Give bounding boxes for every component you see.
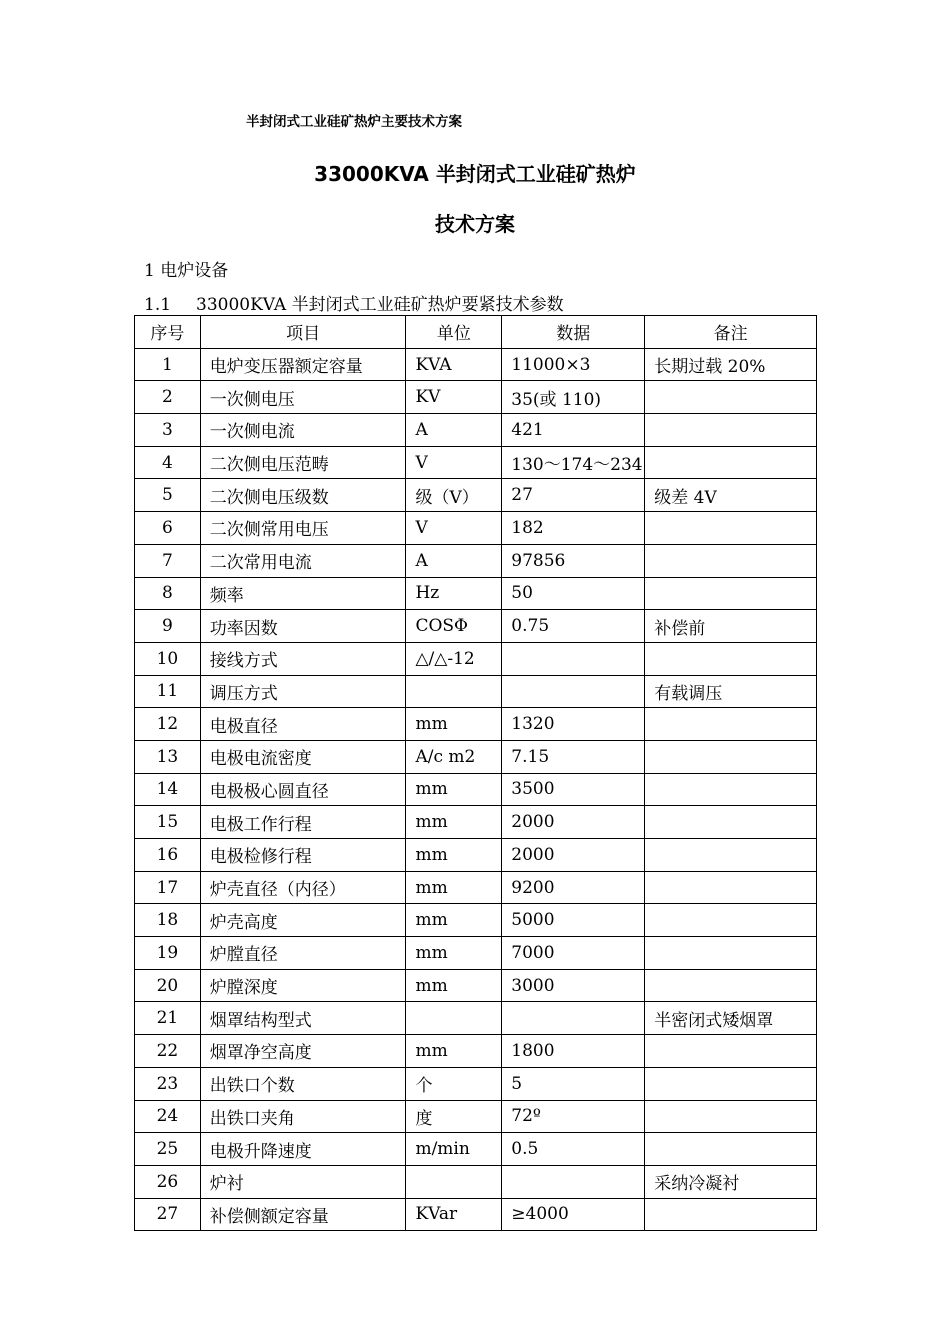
cell-remark: 长期过载 20% <box>645 348 817 381</box>
cell-item: 一次侧电流 <box>200 414 406 447</box>
cell-index: 21 <box>135 1002 201 1035</box>
header-data: 数据 <box>502 316 645 349</box>
cell-data: 72º <box>502 1100 645 1133</box>
cell-remark <box>645 806 817 839</box>
cell-data: 3000 <box>502 969 645 1002</box>
cell-index: 14 <box>135 773 201 806</box>
cell-unit: mm <box>406 969 502 1002</box>
cell-remark <box>645 871 817 904</box>
cell-remark <box>645 577 817 610</box>
cell-data: 0.75 <box>502 610 645 643</box>
cell-unit: A <box>406 414 502 447</box>
cell-remark <box>645 446 817 479</box>
cell-item: 二次常用电流 <box>200 544 406 577</box>
table-row <box>135 642 817 675</box>
cell-data: 0.5 <box>502 1133 645 1166</box>
cell-item: 炉壳直径（内径） <box>200 871 406 904</box>
cell-item: 调压方式 <box>200 675 406 708</box>
table-row <box>135 381 817 414</box>
cell-data: 421 <box>502 414 645 447</box>
cell-remark: 有载调压 <box>645 675 817 708</box>
header-unit: 单位 <box>406 316 502 349</box>
cell-unit: mm <box>406 773 502 806</box>
subsection-text: 33000KVA 半封闭式工业硅矿热炉要紧技术参数 <box>196 295 564 315</box>
cell-index: 3 <box>135 414 201 447</box>
cell-item: 接线方式 <box>200 642 406 675</box>
section-heading: 1 电炉设备 <box>144 261 229 281</box>
cell-index: 22 <box>135 1035 201 1068</box>
cell-remark <box>645 1067 817 1100</box>
cell-unit <box>406 1165 502 1198</box>
document-title: 33000KVA 半封闭式工业硅矿热炉 <box>314 162 636 186</box>
header-index: 序号 <box>135 316 201 349</box>
cell-data: 5 <box>502 1067 645 1100</box>
table-row <box>135 544 817 577</box>
cell-unit: KVA <box>406 348 502 381</box>
cell-data <box>502 1002 645 1035</box>
header-item: 项目 <box>200 316 406 349</box>
cell-item: 功率因数 <box>200 610 406 643</box>
cell-item: 一次侧电压 <box>200 381 406 414</box>
cell-index: 10 <box>135 642 201 675</box>
cell-index: 5 <box>135 479 201 512</box>
cell-remark <box>645 1035 817 1068</box>
cell-unit: A <box>406 544 502 577</box>
table-row <box>135 871 817 904</box>
table-row <box>135 1035 817 1068</box>
cell-item: 二次侧常用电压 <box>200 512 406 545</box>
cell-item: 电极直径 <box>200 708 406 741</box>
cell-data: 35(或 110) <box>502 381 645 414</box>
cell-data: 9200 <box>502 871 645 904</box>
cell-unit: mm <box>406 904 502 937</box>
cell-data <box>502 675 645 708</box>
cell-unit: m/min <box>406 1133 502 1166</box>
cell-index: 4 <box>135 446 201 479</box>
table-row <box>135 1002 817 1035</box>
cell-item: 烟罩结构型式 <box>200 1002 406 1035</box>
cell-data: 3500 <box>502 773 645 806</box>
cell-remark <box>645 642 817 675</box>
cell-remark <box>645 544 817 577</box>
cell-index: 19 <box>135 937 201 970</box>
table-row <box>135 740 817 773</box>
cell-remark: 补偿前 <box>645 610 817 643</box>
cell-remark <box>645 1133 817 1166</box>
cell-data: 5000 <box>502 904 645 937</box>
cell-remark <box>645 904 817 937</box>
cell-item: 炉膛深度 <box>200 969 406 1002</box>
table-header-row <box>135 316 817 349</box>
cell-remark <box>645 839 817 872</box>
cell-remark <box>645 740 817 773</box>
cell-unit: mm <box>406 937 502 970</box>
cell-item: 电极电流密度 <box>200 740 406 773</box>
cell-unit: 度 <box>406 1100 502 1133</box>
table-body <box>135 348 817 1231</box>
parameter-table <box>134 315 817 1231</box>
table-row <box>135 773 817 806</box>
table-row <box>135 479 817 512</box>
table-row <box>135 1165 817 1198</box>
cell-item: 电炉变压器额定容量 <box>200 348 406 381</box>
cell-data: 27 <box>502 479 645 512</box>
table-row <box>135 1133 817 1166</box>
table-row <box>135 1198 817 1231</box>
cell-data: 2000 <box>502 806 645 839</box>
table-row <box>135 1100 817 1133</box>
cell-item: 烟罩净空高度 <box>200 1035 406 1068</box>
cell-unit: COSΦ <box>406 610 502 643</box>
cell-data <box>502 1165 645 1198</box>
table-row <box>135 937 817 970</box>
cell-unit: KVar <box>406 1198 502 1231</box>
document-subtitle: 技术方案 <box>435 212 515 236</box>
cell-item: 炉膛直径 <box>200 937 406 970</box>
cell-data: 97856 <box>502 544 645 577</box>
cell-remark <box>645 937 817 970</box>
cell-index: 1 <box>135 348 201 381</box>
cell-data: 1320 <box>502 708 645 741</box>
cell-data: 7000 <box>502 937 645 970</box>
cell-data: ≥4000 <box>502 1198 645 1231</box>
cell-remark <box>645 1100 817 1133</box>
table-row <box>135 577 817 610</box>
table-row <box>135 446 817 479</box>
cell-data: 2000 <box>502 839 645 872</box>
cell-index: 15 <box>135 806 201 839</box>
cell-unit: KV <box>406 381 502 414</box>
cell-unit: mm <box>406 839 502 872</box>
cell-index: 7 <box>135 544 201 577</box>
cell-index: 12 <box>135 708 201 741</box>
cell-data <box>502 642 645 675</box>
cell-data: 1800 <box>502 1035 645 1068</box>
cell-item: 出铁口夹角 <box>200 1100 406 1133</box>
cell-item: 出铁口个数 <box>200 1067 406 1100</box>
cell-data: 11000×3 <box>502 348 645 381</box>
cell-index: 24 <box>135 1100 201 1133</box>
cell-index: 11 <box>135 675 201 708</box>
cell-unit: △/△-12 <box>406 642 502 675</box>
cell-index: 27 <box>135 1198 201 1231</box>
cell-index: 2 <box>135 381 201 414</box>
header-remark: 备注 <box>645 316 817 349</box>
cell-index: 6 <box>135 512 201 545</box>
cell-remark <box>645 414 817 447</box>
cell-index: 23 <box>135 1067 201 1100</box>
table-row <box>135 610 817 643</box>
cell-index: 8 <box>135 577 201 610</box>
table-row <box>135 675 817 708</box>
cell-remark <box>645 773 817 806</box>
cell-item: 二次侧电压范畴 <box>200 446 406 479</box>
cell-remark <box>645 708 817 741</box>
cell-index: 13 <box>135 740 201 773</box>
cell-item: 电极极心圆直径 <box>200 773 406 806</box>
subsection-number: 1.1 <box>144 295 172 315</box>
cell-item: 炉壳高度 <box>200 904 406 937</box>
cell-data: 130～174～234 <box>502 446 645 479</box>
cell-unit <box>406 1002 502 1035</box>
cell-data: 50 <box>502 577 645 610</box>
cell-remark: 采纳冷凝衬 <box>645 1165 817 1198</box>
table-row <box>135 708 817 741</box>
cell-index: 20 <box>135 969 201 1002</box>
cell-remark <box>645 512 817 545</box>
table-row <box>135 512 817 545</box>
cell-item: 电极检修行程 <box>200 839 406 872</box>
cell-unit: Hz <box>406 577 502 610</box>
table-row <box>135 414 817 447</box>
table-row <box>135 806 817 839</box>
subsection-heading <box>144 290 564 315</box>
cell-unit: 级（V） <box>406 479 502 512</box>
table-row <box>135 348 817 381</box>
cell-item: 炉衬 <box>200 1165 406 1198</box>
cell-item: 补偿侧额定容量 <box>200 1198 406 1231</box>
cell-remark: 级差 4V <box>645 479 817 512</box>
cell-remark <box>645 381 817 414</box>
cell-unit: A/c m2 <box>406 740 502 773</box>
table-row <box>135 1067 817 1100</box>
cell-item: 电极工作行程 <box>200 806 406 839</box>
cell-remark <box>645 969 817 1002</box>
cell-unit: 个 <box>406 1067 502 1100</box>
cell-index: 9 <box>135 610 201 643</box>
cell-index: 16 <box>135 839 201 872</box>
table-row <box>135 904 817 937</box>
cell-data: 182 <box>502 512 645 545</box>
cell-unit: mm <box>406 1035 502 1068</box>
cell-unit: mm <box>406 708 502 741</box>
cell-data: 7.15 <box>502 740 645 773</box>
cell-index: 18 <box>135 904 201 937</box>
cell-unit <box>406 675 502 708</box>
cell-index: 26 <box>135 1165 201 1198</box>
table-row <box>135 969 817 1002</box>
cell-item: 电极升降速度 <box>200 1133 406 1166</box>
cell-item: 频率 <box>200 577 406 610</box>
table-row <box>135 839 817 872</box>
cell-unit: V <box>406 512 502 545</box>
cell-index: 25 <box>135 1133 201 1166</box>
cell-unit: mm <box>406 871 502 904</box>
cell-item: 二次侧电压级数 <box>200 479 406 512</box>
cell-remark <box>645 1198 817 1231</box>
cell-unit: mm <box>406 806 502 839</box>
running-header: 半封闭式工业硅矿热炉主要技术方案 <box>246 114 462 130</box>
cell-index: 17 <box>135 871 201 904</box>
cell-unit: V <box>406 446 502 479</box>
cell-remark: 半密闭式矮烟罩 <box>645 1002 817 1035</box>
